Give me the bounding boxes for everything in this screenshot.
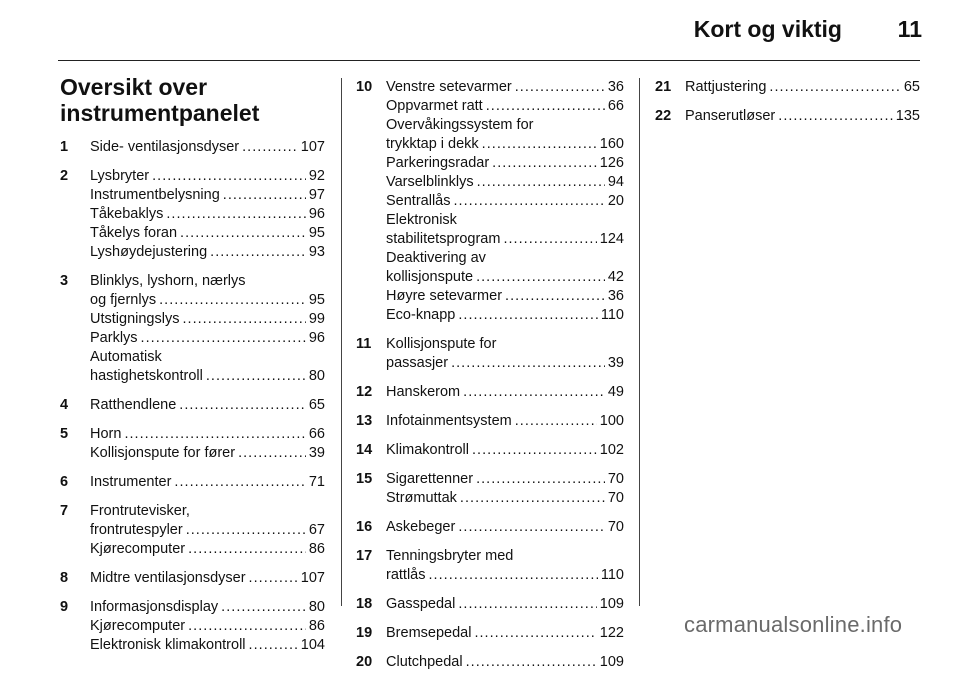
entry-page-ref: 20: [607, 193, 624, 209]
entry-line: [386, 268, 624, 287]
index-entry: [356, 595, 624, 614]
entry-page-ref: 66: [607, 98, 624, 114]
entry-line: [90, 348, 325, 367]
dot-leader: [180, 224, 306, 243]
entry-label: Panserutløser: [685, 108, 776, 124]
entry-page-ref: 94: [607, 174, 624, 190]
entry-number: 9: [60, 599, 69, 615]
entry-label: Sentrallås: [386, 193, 451, 209]
entry-label: Eco-knapp: [386, 307, 456, 323]
entry-body: [386, 470, 624, 508]
entry-body: [386, 383, 624, 402]
entry-line: [685, 107, 920, 126]
entry-body: [386, 441, 624, 460]
index-entry: [356, 547, 624, 585]
entry-page-ref: 110: [600, 567, 624, 583]
index-entry: [356, 335, 624, 373]
entry-line: [386, 78, 624, 97]
index-entry: [356, 383, 624, 402]
dot-leader: [174, 473, 305, 492]
entry-body: [386, 518, 624, 537]
entry-number: 3: [60, 273, 69, 289]
dot-leader: [429, 566, 598, 585]
entry-number: 7: [60, 503, 69, 519]
entry-line: [386, 306, 624, 325]
entry-page-ref: 109: [599, 654, 624, 670]
entry-line: [386, 192, 624, 211]
entry-page-ref: 104: [300, 637, 325, 653]
entry-line: [386, 354, 624, 373]
entry-label: Lyshøydejustering: [90, 244, 208, 260]
entry-body: [90, 272, 325, 386]
entry-page-ref: 160: [599, 136, 624, 152]
entry-line: [90, 291, 325, 310]
dot-leader: [505, 287, 605, 306]
entry-label: Strømuttak: [386, 490, 457, 506]
entry-body: [90, 598, 325, 655]
entry-page-ref: 124: [599, 231, 624, 247]
dot-leader: [476, 268, 605, 287]
entry-page-ref: 109: [599, 596, 624, 612]
dot-leader: [486, 97, 605, 116]
dot-leader: [460, 489, 605, 508]
entry-page-ref: 122: [599, 625, 624, 641]
entry-line: [90, 138, 325, 157]
entry-label: stabilitetsprogram: [386, 231, 501, 247]
entry-number: 14: [356, 442, 373, 458]
page-title-line-1: Oversikt over: [60, 74, 208, 100]
entry-line: [90, 167, 325, 186]
dot-leader: [206, 367, 306, 386]
watermark: carmanualsonline.info: [684, 612, 903, 637]
entry-line: [386, 230, 624, 249]
index-entry: [60, 272, 325, 386]
dot-leader: [186, 521, 306, 540]
dot-leader: [451, 354, 605, 373]
entry-label: Venstre setevarmer: [386, 79, 512, 95]
entry-label: Tenningsbryter med: [386, 548, 514, 564]
entry-number: 16: [356, 519, 373, 535]
index-column-3: [655, 78, 920, 136]
dot-leader: [249, 636, 298, 655]
entry-body: [90, 473, 325, 492]
entry-page-ref: 110: [600, 307, 624, 323]
dot-leader: [458, 595, 596, 614]
entry-page-ref: 96: [308, 206, 325, 222]
entry-line: [90, 425, 325, 444]
entry-line: [386, 518, 624, 537]
entry-label: Bremsepedal: [386, 625, 472, 641]
entry-line: [386, 135, 624, 154]
entry-label: Parklys: [90, 330, 138, 346]
entry-label: Oppvarmet ratt: [386, 98, 483, 114]
index-entry: [60, 473, 325, 492]
entry-line: [90, 636, 325, 655]
entry-label: Horn: [90, 426, 122, 442]
column-divider-1: [341, 78, 342, 606]
entry-number: 15: [356, 471, 373, 487]
entry-page-ref: 70: [607, 490, 624, 506]
entry-number: 10: [356, 79, 373, 95]
entry-line: [90, 224, 325, 243]
entry-body: [90, 167, 325, 262]
dot-leader: [188, 540, 306, 559]
entry-label: Side- ventilasjonsdyser: [90, 139, 240, 155]
entry-label: Kollisjonspute for: [386, 336, 497, 352]
entry-body: [90, 569, 325, 588]
index-column-1: [60, 74, 325, 665]
entry-line: [386, 470, 624, 489]
entry-page-ref: 70: [607, 471, 624, 487]
entry-page-ref: 67: [308, 522, 325, 538]
entry-body: [386, 547, 624, 585]
dot-leader: [472, 441, 597, 460]
entry-number: 6: [60, 474, 69, 490]
dot-leader: [492, 154, 597, 173]
entry-label: Instrumentbelysning: [90, 187, 220, 203]
entry-label: Clutchpedal: [386, 654, 463, 670]
entry-label: Ratthendlene: [90, 397, 177, 413]
entry-line: [386, 116, 624, 135]
entry-label: Gasspedal: [386, 596, 456, 612]
entry-label: Automatisk: [90, 349, 162, 365]
entry-label: Kjørecomputer: [90, 618, 186, 634]
entry-label: trykktap i dekk: [386, 136, 479, 152]
entry-line: [90, 502, 325, 521]
dot-leader: [769, 78, 900, 97]
entry-line: [386, 489, 624, 508]
entry-label: rattlås: [386, 567, 426, 583]
entry-page-ref: 99: [308, 311, 325, 327]
entry-page-ref: 100: [599, 413, 624, 429]
entry-label: Tåkebaklys: [90, 206, 164, 222]
entry-line: [386, 335, 624, 354]
entry-label: Lysbryter: [90, 168, 150, 184]
dot-leader: [458, 518, 605, 537]
index-entry: [356, 441, 624, 460]
entry-page-ref: 71: [308, 474, 325, 490]
entry-label: Infotainmentsystem: [386, 413, 512, 429]
index-entry: [60, 167, 325, 262]
entry-number: 11: [356, 336, 372, 352]
entry-page-ref: 93: [308, 244, 325, 260]
entry-page-ref: 97: [308, 187, 325, 203]
entry-page-ref: 95: [308, 225, 325, 241]
entry-number: 12: [356, 384, 373, 400]
entry-page-ref: 39: [607, 355, 624, 371]
entry-label: Kollisjonspute for fører: [90, 445, 236, 461]
index-entry: [60, 396, 325, 415]
entry-number: 20: [356, 654, 373, 670]
entry-page-ref: 65: [308, 397, 325, 413]
entry-label: Midtre ventilasjonsdyser: [90, 570, 246, 586]
dot-leader: [477, 173, 605, 192]
index-entry: [356, 412, 624, 431]
entry-label: Overvåkingssystem for: [386, 117, 534, 133]
entry-body: [386, 78, 624, 325]
entry-line: [90, 367, 325, 386]
header-rule: [58, 60, 920, 61]
entry-page-ref: 92: [308, 168, 325, 184]
entry-label: Utstigningslys: [90, 311, 180, 327]
entry-line: [90, 310, 325, 329]
entry-page-ref: 36: [607, 79, 624, 95]
entry-label: Varselblinklys: [386, 174, 474, 190]
entry-label: og fjernlys: [90, 292, 157, 308]
dot-leader: [463, 383, 605, 402]
entry-label: Rattjustering: [685, 79, 767, 95]
entry-page-ref: 70: [607, 519, 624, 535]
index-entries: [356, 78, 624, 672]
entry-body: [90, 425, 325, 463]
entry-page-ref: 95: [308, 292, 325, 308]
entry-page-ref: 96: [308, 330, 325, 346]
entry-page-ref: 126: [599, 155, 624, 171]
entry-page-ref: 39: [308, 445, 325, 461]
entry-line: [386, 211, 624, 230]
entry-line: [90, 598, 325, 617]
dot-leader: [515, 412, 597, 431]
entry-page-ref: 86: [308, 541, 325, 557]
dot-leader: [210, 243, 306, 262]
dot-leader: [124, 425, 305, 444]
dot-leader: [182, 310, 305, 329]
dot-leader: [453, 192, 604, 211]
index-entry: [60, 598, 325, 655]
entry-label: Hanskerom: [386, 384, 461, 400]
entry-label: Sigarettenner: [386, 471, 474, 487]
dot-leader: [179, 396, 306, 415]
entry-label: Høyre setevarmer: [386, 288, 503, 304]
entry-body: [386, 653, 624, 672]
entry-label: kollisjonspute: [386, 269, 474, 285]
entry-body: [90, 138, 325, 157]
entry-label: Frontrutevisker,: [90, 503, 190, 519]
index-entry: [655, 107, 920, 126]
entry-page-ref: 36: [607, 288, 624, 304]
dot-leader: [503, 230, 596, 249]
entry-line: [90, 205, 325, 224]
entry-line: [386, 566, 624, 585]
entry-number: 17: [356, 548, 373, 564]
entry-body: [685, 107, 920, 126]
entry-number: 1: [60, 139, 69, 155]
entry-number: 21: [655, 79, 672, 95]
index-entry: [356, 518, 624, 537]
entry-number: 19: [356, 625, 373, 641]
entry-page-ref: 80: [308, 599, 325, 615]
dot-leader: [238, 444, 306, 463]
dot-leader: [159, 291, 306, 310]
entry-number: 13: [356, 413, 373, 429]
entry-number: 18: [356, 596, 373, 612]
index-entry: [356, 470, 624, 508]
entry-page-ref: 42: [607, 269, 624, 285]
dot-leader: [466, 653, 597, 672]
entry-line: [386, 624, 624, 643]
entry-line: [90, 540, 325, 559]
entry-body: [90, 502, 325, 559]
entry-body: [386, 624, 624, 643]
entry-page-ref: 135: [895, 108, 920, 124]
entry-line: [90, 329, 325, 348]
entry-line: [685, 78, 920, 97]
dot-leader: [249, 569, 298, 588]
entry-body: [90, 396, 325, 415]
section-title: Kort og viktig: [693, 16, 842, 42]
entry-body: [386, 412, 624, 431]
entry-page-ref: 66: [308, 426, 325, 442]
column-divider-2: [639, 78, 640, 606]
entry-page-ref: 86: [308, 618, 325, 634]
entry-line: [386, 249, 624, 268]
entry-line: [90, 186, 325, 205]
entry-number: 4: [60, 397, 69, 413]
entry-line: [90, 473, 325, 492]
index-entry: [356, 78, 624, 325]
entry-body: [386, 335, 624, 373]
dot-leader: [515, 78, 605, 97]
entry-line: [90, 569, 325, 588]
index-entries: [655, 78, 920, 126]
entry-label: Deaktivering av: [386, 250, 486, 266]
entry-label: frontrutespyler: [90, 522, 183, 538]
entry-line: [386, 653, 624, 672]
page-title: [60, 74, 325, 126]
entry-line: [90, 617, 325, 636]
dot-leader: [458, 306, 598, 325]
entry-page-ref: 65: [903, 79, 920, 95]
index-entry: [60, 569, 325, 588]
dot-leader: [778, 107, 893, 126]
entry-label: Klimakontroll: [386, 442, 469, 458]
entry-line: [90, 396, 325, 415]
entry-number: 2: [60, 168, 69, 184]
entry-body: [386, 595, 624, 614]
page-title-line-2: instrumentpanelet: [60, 100, 260, 126]
entry-label: Kjørecomputer: [90, 541, 186, 557]
dot-leader: [242, 138, 298, 157]
entry-line: [386, 547, 624, 566]
entry-number: 8: [60, 570, 69, 586]
entry-line: [386, 173, 624, 192]
entry-body: [685, 78, 920, 97]
entry-label: Parkeringsradar: [386, 155, 490, 171]
dot-leader: [152, 167, 306, 186]
entry-page-ref: 49: [607, 384, 624, 400]
entry-number: 5: [60, 426, 69, 442]
entry-line: [386, 154, 624, 173]
entry-label: Instrumenter: [90, 474, 172, 490]
entry-page-ref: 80: [308, 368, 325, 384]
entry-line: [90, 243, 325, 262]
index-entries: [60, 138, 325, 655]
dot-leader: [141, 329, 306, 348]
entry-line: [90, 521, 325, 540]
entry-line: [386, 287, 624, 306]
entry-line: [386, 441, 624, 460]
entry-page-ref: 107: [300, 139, 325, 155]
dot-leader: [476, 470, 605, 489]
page-header: [0, 0, 960, 60]
entry-label: hastighetskontroll: [90, 368, 203, 384]
entry-label: Informasjonsdisplay: [90, 599, 219, 615]
entry-line: [90, 272, 325, 291]
index-entry: [60, 425, 325, 463]
entry-line: [386, 595, 624, 614]
index-entry: [60, 138, 325, 157]
entry-label: Askebeger: [386, 519, 456, 535]
entry-label: passasjer: [386, 355, 449, 371]
entry-number: 22: [655, 108, 672, 124]
index-entry: [356, 653, 624, 672]
dot-leader: [474, 624, 596, 643]
dot-leader: [188, 617, 306, 636]
dot-leader: [166, 205, 306, 224]
dot-leader: [221, 598, 306, 617]
page-number: 11: [897, 16, 922, 42]
entry-page-ref: 107: [300, 570, 325, 586]
entry-label: Tåkelys foran: [90, 225, 178, 241]
index-column-2: [356, 78, 624, 682]
index-entry: [60, 502, 325, 559]
dot-leader: [223, 186, 306, 205]
entry-line: [386, 412, 624, 431]
entry-label: Elektronisk klimakontroll: [90, 637, 246, 653]
entry-page-ref: 102: [599, 442, 624, 458]
entry-label: Elektronisk: [386, 212, 457, 228]
index-entry: [356, 624, 624, 643]
entry-line: [386, 383, 624, 402]
index-entry: [655, 78, 920, 97]
entry-label: Blinklys, lyshorn, nærlys: [90, 273, 246, 289]
entry-line: [90, 444, 325, 463]
entry-line: [386, 97, 624, 116]
dot-leader: [482, 135, 597, 154]
